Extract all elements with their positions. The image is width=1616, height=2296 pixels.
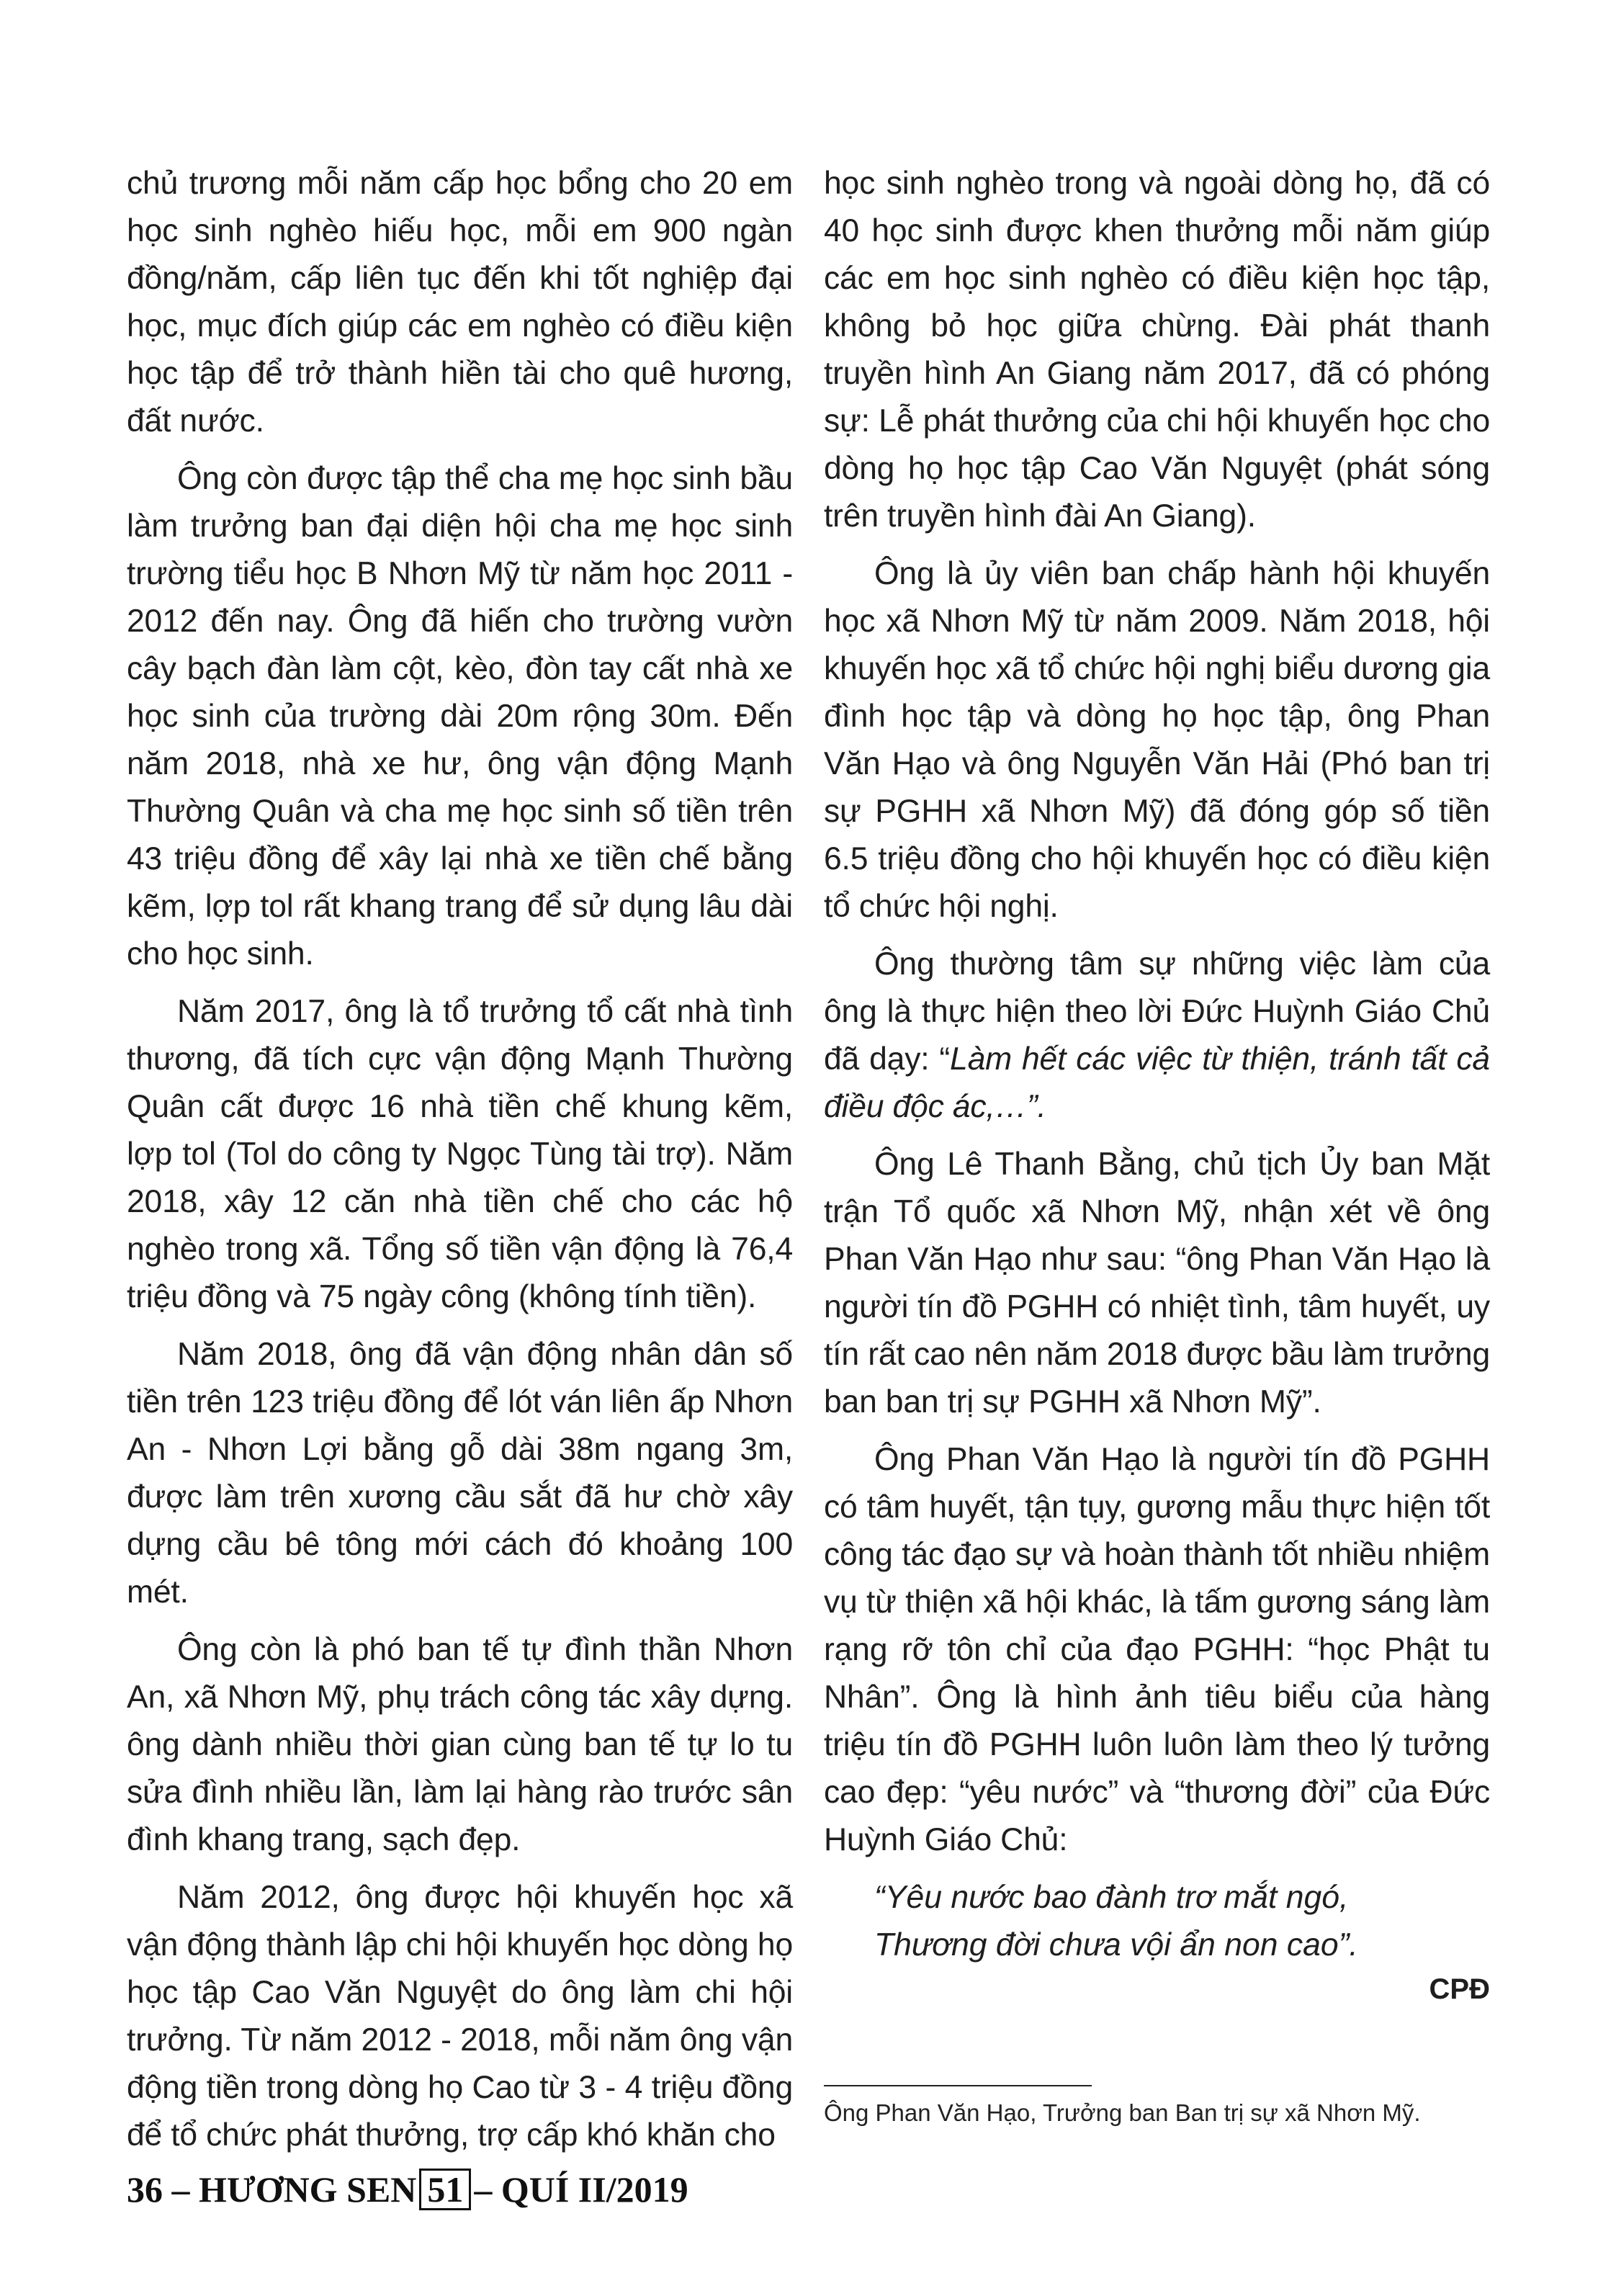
paragraph: Năm 2012, ông được hội khuyến học xã vận động thành lập chi hội khuyến học dòng họ học tập Cao Văn Nguyệt do ông làm chi hội trưởng. Từ năm 2012 - 2018, mỗi năm ông vận động tiền trong dòng họ Cao từ 3 - 4 triệu đồng để tổ chức phát thưởng, trợ cấp khó khăn cho	[127, 1880, 793, 2153]
page-footer	[127, 2168, 688, 2211]
quote-text: Làm hết các việc từ thiện, tránh tất cả điều độc ác,…”.	[824, 1041, 1490, 1124]
photo-caption: Ông Phan Văn Hạo, Trưởng ban Ban trị sự xã Nhơn Mỹ.	[824, 2099, 1421, 2126]
paragraph: Ông Lê Thanh Bằng, chủ tịch Ủy ban Mặt trận Tổ quốc xã Nhơn Mỹ, nhận xét về ông Phan Văn Hạo như sau: “ông Phan Văn Hạo là người tín đồ PGHH có nhiệt tình, tâm huyết, uy tín rất cao nên năm 2018 được bầu làm trưởng ban ban trị sự PGHH xã Nhơn Mỹ”.	[824, 1147, 1490, 1420]
left-column	[127, 160, 793, 2169]
poem-line: Thương đời chưa vội ẩn non cao”.	[874, 1927, 1358, 1963]
paragraph: Ông là ủy viên ban chấp hành hội khuyến học xã Nhơn Mỹ từ năm 2009. Năm 2018, hội khuyến học xã tổ chức hội nghị biểu dương gia đình học tập và dòng họ học tập, ông Phan Văn Hạo và ông Nguyễn Văn Hải (Phó ban trị sự PGHH xã Nhơn Mỹ) đã đóng góp số tiền 6.5 triệu đồng cho hội khuyến học có điều kiện tổ chức hội nghị.	[824, 556, 1490, 924]
right-column	[824, 160, 1490, 2006]
poem	[874, 1874, 1490, 1969]
paragraph: Ông Phan Văn Hạo là người tín đồ PGHH có tâm huyết, tận tụy, gương mẫu thực hiện tốt công tác đạo sự và hoàn thành tốt nhiều nhiệm vụ từ thiện xã hội khác, là tấm gương sáng làm rạng rỡ tôn chỉ của đạo PGHH: “học Phật tu Nhân”. Ông là hình ảnh tiêu biểu của hàng triệu tín đồ PGHH luôn luôn làm theo lý tưởng cao đẹp: “yêu nước” và “thương đời” của Đức Huỳnh Giáo Chủ:	[824, 1442, 1490, 1857]
page-number: 36	[127, 2169, 163, 2210]
paragraph: học sinh nghèo trong và ngoài dòng họ, đã có 40 học sinh được khen thưởng mỗi năm giúp các em học sinh nghèo có điều kiện học tập, không bỏ học giữa chừng. Đài phát thanh truyền hình An Giang năm 2017, đã có phóng sự: Lễ phát thưởng của chi hội khuyến học cho dòng họ học tập Cao Văn Nguyệt (phát sóng trên truyền hình đài An Giang).	[824, 166, 1490, 534]
footer-separator: –	[171, 2169, 190, 2210]
paragraph-text: Ông thường tâm sự những việc làm của ông là thực hiện theo lời Đức Huỳnh Giáo Chủ đã dạy: “	[824, 946, 1490, 1077]
paragraph: Năm 2018, ông đã vận động nhân dân số tiền trên 123 triệu đồng để lót ván liên ấp Nhơn An - Nhơn Lợi bằng gỗ dài 38m ngang 3m, được làm trên xương cầu sắt đã hư chờ xây dựng cầu bê tông mới cách đó khoảng 100 mét.	[127, 1337, 793, 1610]
issue-period: – QUÍ II/2019	[474, 2169, 688, 2210]
paragraph: Ông còn được tập thể cha mẹ học sinh bầu làm trưởng ban đại diện hội cha mẹ học sinh trường tiểu học B Nhơn Mỹ từ năm học 2011 - 2012 đến nay. Ông đã hiến cho trường vườn cây bạch đàn làm cột, kèo, đòn tay cất nhà xe học sinh của trường dài 20m rộng 30m. Đến năm 2018, nhà xe hư, ông vận động Mạnh Thường Quân và cha mẹ học sinh số tiền trên 43 triệu đồng để xây lại nhà xe tiền chế bằng kẽm, lợp tol rất khang trang để sử dụng lâu dài cho học sinh.	[127, 461, 793, 972]
paragraph: Ông còn là phó ban tế tự đình thần Nhơn An, xã Nhơn Mỹ, phụ trách công tác xây dựng. ông dành nhiều thời gian cùng ban tế tự lo tu sửa đình nhiều lần, làm lại hàng rào trước sân đình khang trang, sạch đẹp.	[127, 1632, 793, 1857]
poem-line: “Yêu nước bao đành trơ mắt ngó,	[874, 1880, 1349, 1915]
issue-number-box: 51	[419, 2169, 471, 2210]
magazine-title: HƯƠNG SEN	[199, 2169, 417, 2210]
paragraph: chủ trương mỗi năm cấp học bổng cho 20 em học sinh nghèo hiếu học, mỗi em 900 ngàn đồng/năm, cấp liên tục đến khi tốt nghiệp đại học, mục đích giúp các em nghèo có điều kiện học tập để trở thành hiền tài cho quê hương, đất nước.	[127, 166, 793, 439]
paragraph-with-quote	[824, 941, 1490, 1131]
caption-divider	[824, 2085, 1092, 2086]
paragraph: Năm 2017, ông là tổ trưởng tổ cất nhà tình thương, đã tích cực vận động Mạnh Thường Quân cất được 16 nhà tiền chế khung kẽm, lợp tol (Tol do công ty Ngọc Tùng tài trợ). Năm 2018, xây 12 căn nhà tiền chế cho các hộ nghèo trong xã. Tổng số tiền vận động là 76,4 triệu đồng và 75 ngày công (không tính tiền).	[127, 994, 793, 1314]
author-signature: CPĐ	[1429, 1973, 1490, 2005]
